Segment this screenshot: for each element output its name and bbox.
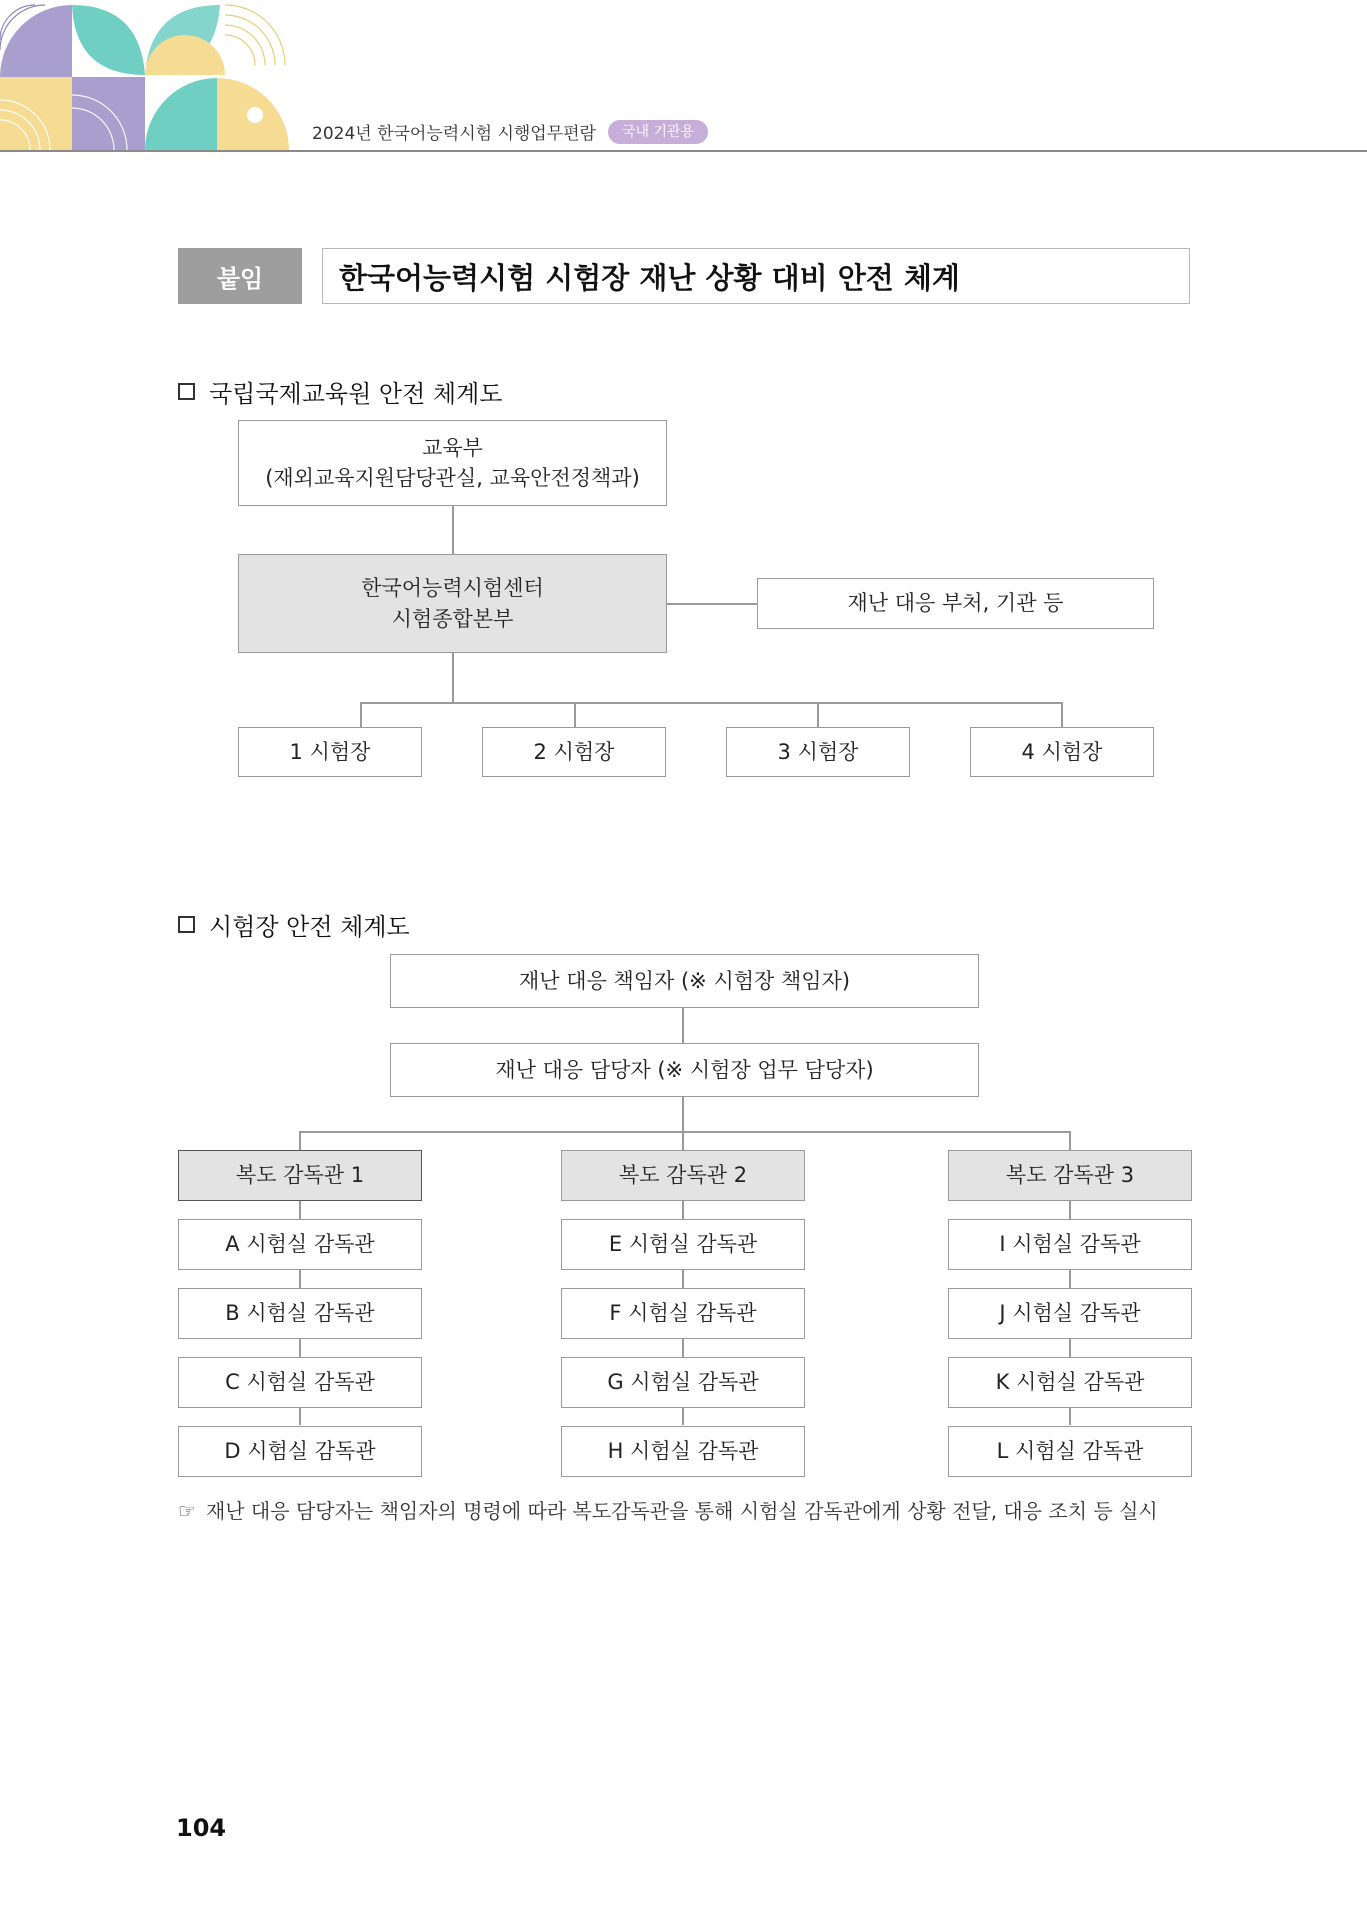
- room-label: I 시험실 감독관: [999, 1232, 1141, 1257]
- room-supervisor-a: [178, 1219, 422, 1270]
- page-title-text: 한국어능력시험 시험장 재난 상황 대비 안전 체계: [339, 260, 960, 295]
- site-box-1: [238, 727, 422, 777]
- room-supervisor-b: [178, 1288, 422, 1339]
- connector-line: [1061, 702, 1063, 728]
- header-badge: 국내 기관용: [608, 120, 708, 144]
- connector-line: [666, 603, 758, 605]
- room-label: C 시험실 감독관: [225, 1370, 375, 1395]
- section1-heading: [178, 374, 502, 409]
- room-label: J 시험실 감독관: [999, 1301, 1141, 1326]
- room-label: D 시험실 감독관: [224, 1439, 376, 1464]
- site-label: 4 시험장: [1021, 739, 1103, 764]
- header-rule: [0, 150, 1367, 152]
- supervisor-label: 복도 감독관 1: [235, 1163, 365, 1188]
- responsible-box: [390, 954, 979, 1008]
- connector-line: [299, 1131, 301, 1151]
- connector-line: [452, 652, 454, 702]
- room-label: A 시험실 감독관: [225, 1232, 375, 1257]
- room-label: G 시험실 감독관: [607, 1370, 759, 1395]
- section1-heading-text: 국립국제교육원 안전 체계도: [209, 380, 503, 408]
- room-label: L 시험실 감독관: [996, 1439, 1144, 1464]
- page-title: [322, 248, 1190, 304]
- site-label: 1 시험장: [289, 739, 371, 764]
- room-supervisor-h: [561, 1426, 805, 1477]
- connector-line: [682, 1096, 684, 1132]
- room-supervisor-i: [948, 1219, 1192, 1270]
- connector-line: [299, 1131, 1070, 1133]
- room-supervisor-j: [948, 1288, 1192, 1339]
- room-supervisor-k: [948, 1357, 1192, 1408]
- attachment-tag: 붙임: [178, 248, 302, 304]
- note-line: [178, 1495, 1158, 1524]
- center-box: [238, 554, 667, 653]
- officer-box: [390, 1043, 979, 1097]
- supervisor-label: 복도 감독관 2: [618, 1163, 748, 1188]
- center-division: 시험종합본부: [391, 606, 514, 631]
- corridor-supervisor-2: [561, 1150, 805, 1201]
- checkbox-square-icon: [178, 916, 195, 933]
- page-number: 104: [176, 1814, 227, 1842]
- room-label: B 시험실 감독관: [225, 1301, 375, 1326]
- responsible-text: 재난 대응 책임자 (※ 시험장 책임자): [518, 968, 851, 993]
- corridor-supervisor-3: [948, 1150, 1192, 1201]
- agencies-text: 재난 대응 부처, 기관 등: [847, 591, 1064, 616]
- room-supervisor-d: [178, 1426, 422, 1477]
- pointing-hand-icon: ☞: [178, 1499, 196, 1523]
- officer-text: 재난 대응 담당자 (※ 시험장 업무 담당자): [495, 1057, 874, 1082]
- connector-line: [452, 505, 454, 555]
- ministry-box: [238, 420, 667, 506]
- corridor-supervisor-1: [178, 1150, 422, 1201]
- site-box-2: [482, 727, 666, 777]
- room-supervisor-e: [561, 1219, 805, 1270]
- room-supervisor-f: [561, 1288, 805, 1339]
- room-label: K 시험실 감독관: [995, 1370, 1145, 1395]
- connector-line: [574, 702, 576, 728]
- connector-line: [682, 1008, 684, 1044]
- room-supervisor-g: [561, 1357, 805, 1408]
- supervisor-label: 복도 감독관 3: [1005, 1163, 1135, 1188]
- room-supervisor-l: [948, 1426, 1192, 1477]
- header-title: 2024년 한국어능력시험 시행업무편람: [312, 124, 596, 144]
- site-label: 3 시험장: [777, 739, 859, 764]
- site-box-4: [970, 727, 1154, 777]
- header-decoration: [0, 0, 300, 152]
- connector-line: [817, 702, 819, 728]
- room-label: E 시험실 감독관: [608, 1232, 758, 1257]
- note-text: 재난 대응 담당자는 책임자의 명령에 따라 복도감독관을 통해 시험실 감독관에게 상황 전달, 대응 조치 등 실시: [205, 1499, 1158, 1523]
- room-label: H 시험실 감독관: [607, 1439, 759, 1464]
- ministry-name: 교육부: [422, 435, 483, 460]
- connector-line: [682, 1131, 684, 1151]
- room-supervisor-c: [178, 1357, 422, 1408]
- center-name: 한국어능력시험센터: [361, 576, 544, 601]
- checkbox-square-icon: [178, 383, 195, 400]
- connector-line: [360, 702, 1062, 704]
- agencies-box: [757, 578, 1154, 629]
- section2-heading-text: 시험장 안전 체계도: [209, 913, 410, 941]
- section2-heading: [178, 907, 410, 942]
- connector-line: [1069, 1131, 1071, 1151]
- room-label: F 시험실 감독관: [609, 1301, 757, 1326]
- site-box-3: [726, 727, 910, 777]
- site-label: 2 시험장: [533, 739, 615, 764]
- ministry-departments: (재외교육지원담당관실, 교육안전정책과): [265, 466, 640, 490]
- connector-line: [360, 702, 362, 728]
